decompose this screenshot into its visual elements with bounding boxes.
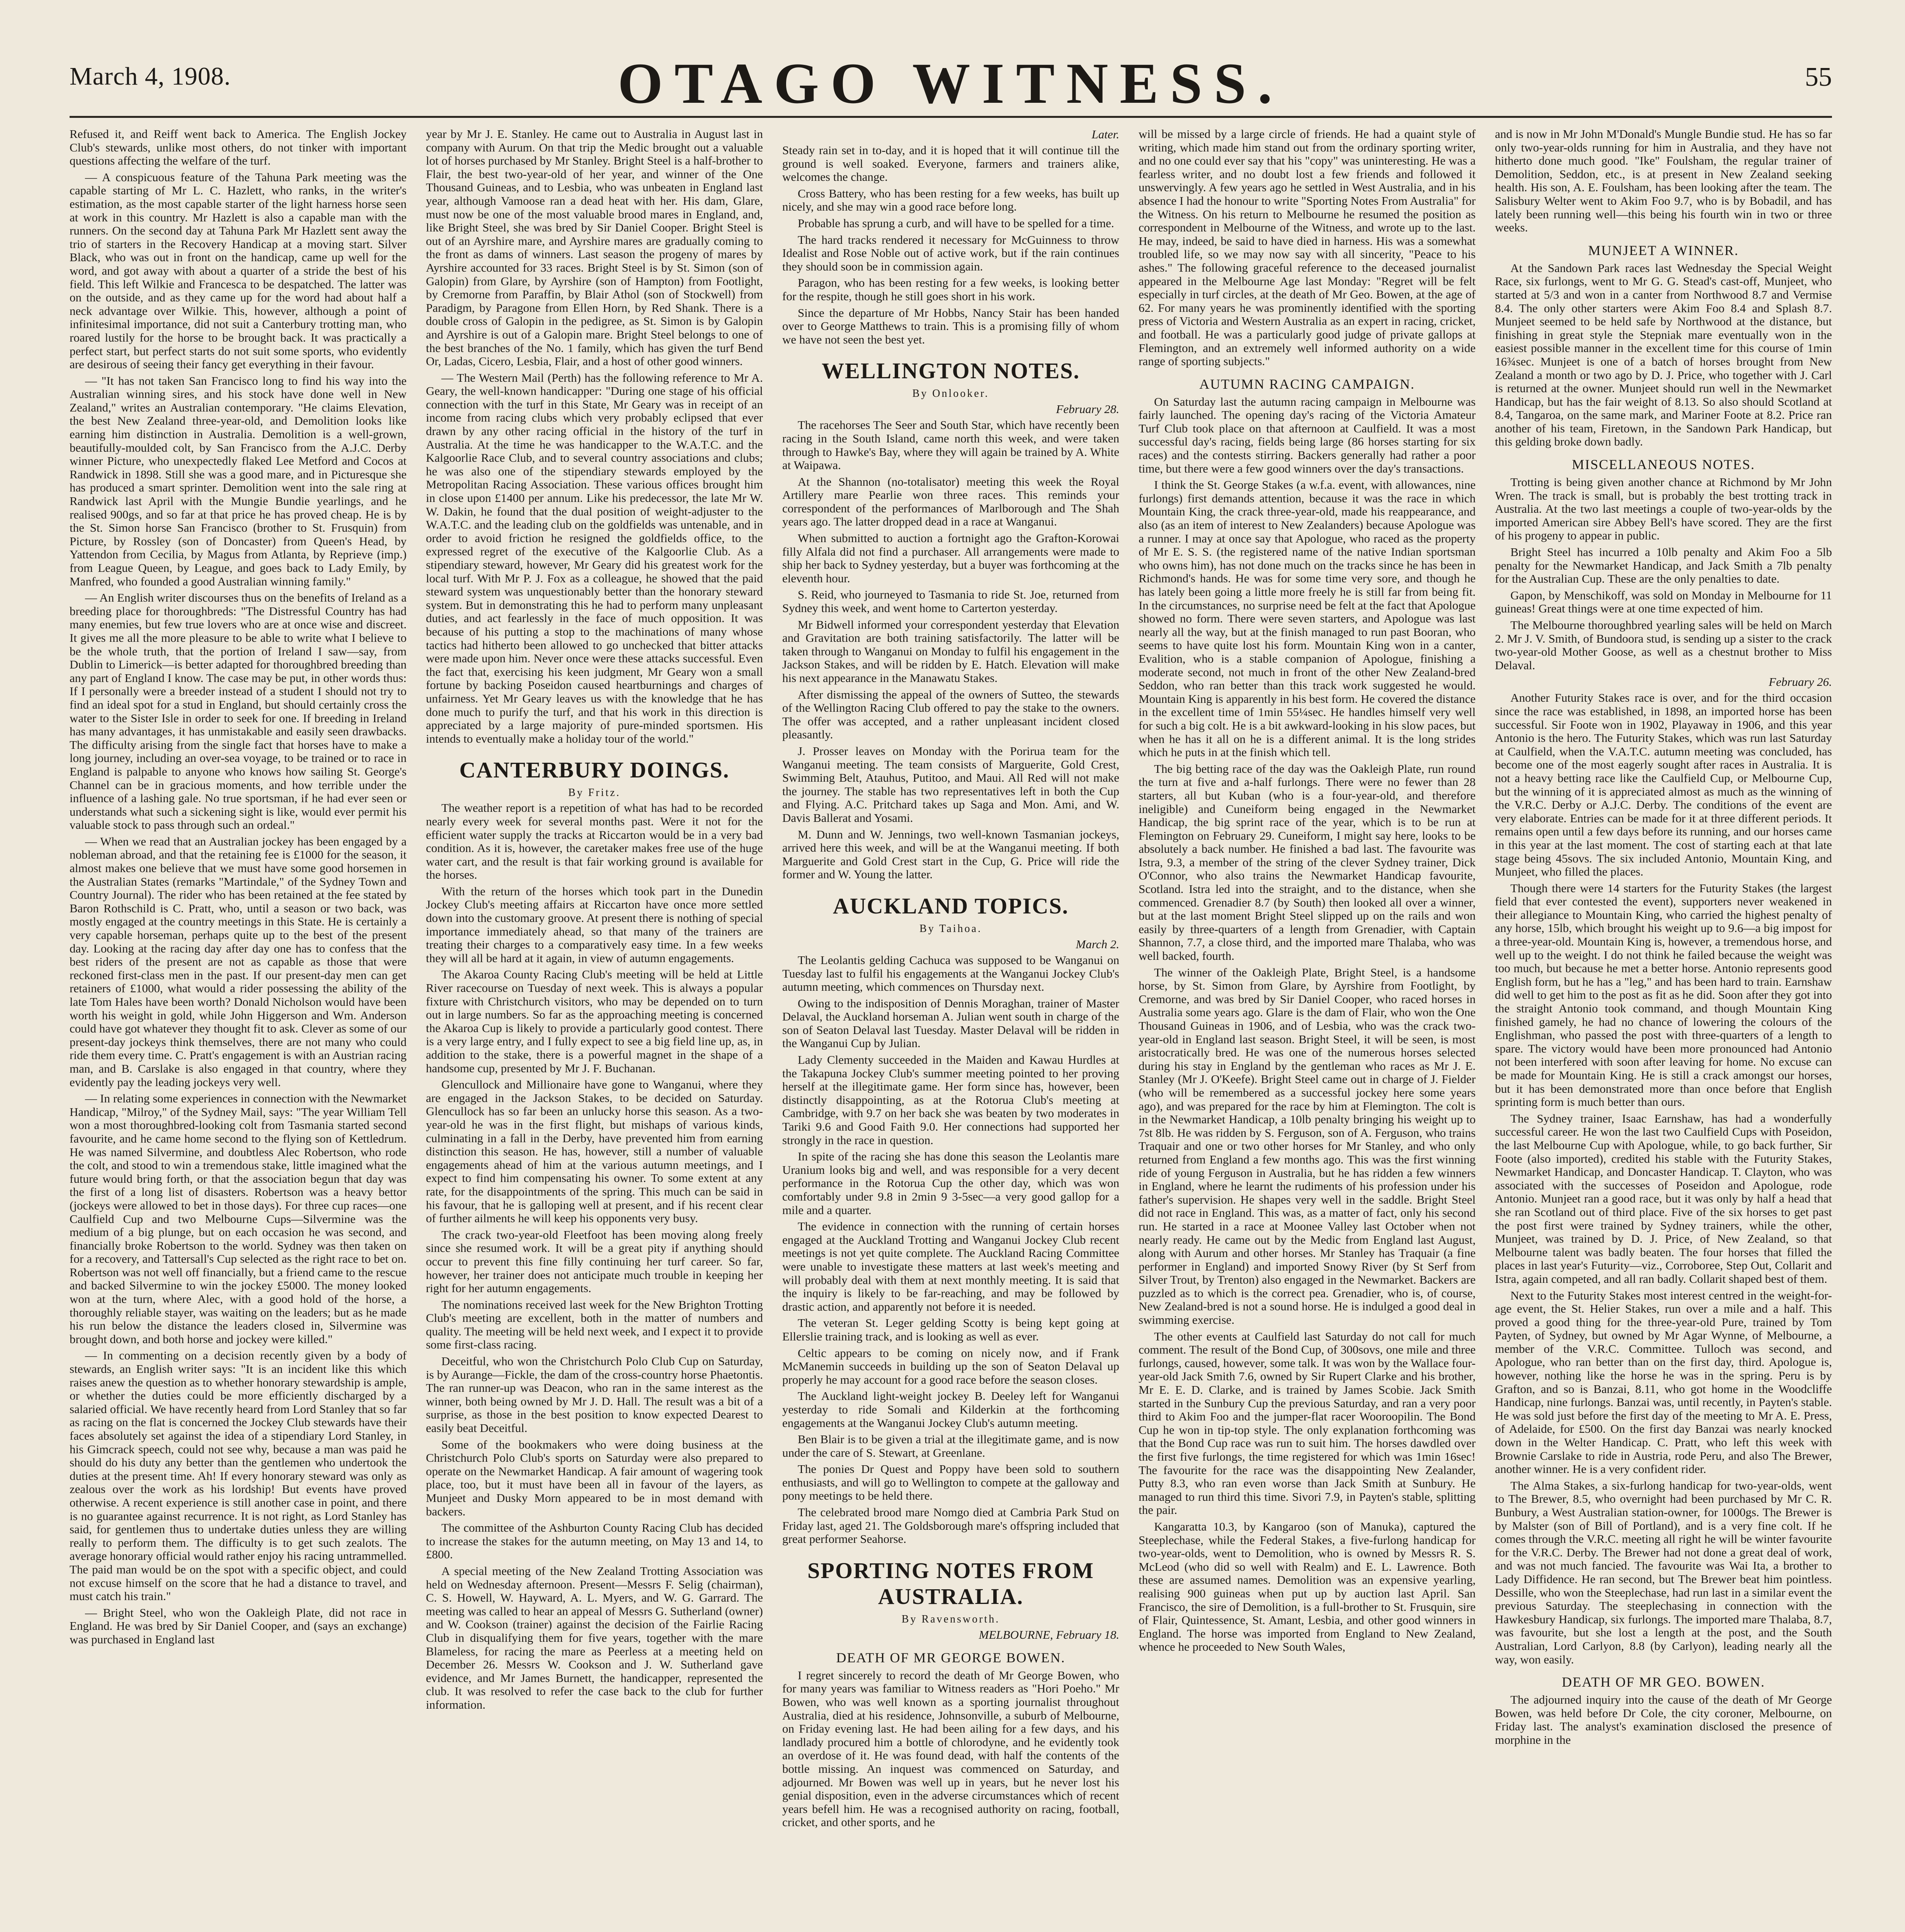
- paragraph: On Saturday last the autumn racing campaign in Melbourne was fairly launched. The opening day's racing of the Victoria Amateur Turf Club took place on that afternoon at Caulfield. It was a most successful day's racing, fields being large (86 horses starting for six races) and the contests stirring. Backers generally had rather a poor time, but there were a few good winners over the day's transactions.: [1139, 395, 1476, 475]
- masthead-rule: [70, 116, 1832, 118]
- dateline: MELBOURNE, February 18.: [979, 1628, 1119, 1641]
- paragraph: The Melbourne thoroughbred yearling sales will be held on March 2. Mr J. V. Smith, of Bundoora stud, is sending up a sister to the crack two-year-old Mother Goose, as well as a chestnut brother to Miss Delaval.: [1495, 618, 1832, 672]
- paragraph: — In commenting on a decision recently given by a body of stewards, an English writer says: "It is an incident like this which raises anew the question as to whether honorary stewardship is ample, or whether the duties could be more efficiently discharged by a salaried official. We have recently heard from Lord Stanley that so far as racing on the flat is concerned the Jockey Club stewards have their faces absolutely set against the idea of a stipendiary Lord Stanley, in his Gimcrack speech, could not see why, because a man was paid he should do his duty any better than the gentlemen who undertook the duties at the present time. Ah! If every honorary steward was only as zealous over the work as his lordship! But events have proved otherwise. A recent experience is still another case in point, and there is no guarantee against recurrence. It is not right, as Lord Stanley has said, for gentlemen thus to undertake duties unless they are willing really to perform them. The difficulty is to get such zealots. The average honorary official would rather enjoy his racing untrammelled. The paid man would be on the spot with a specific object, and could not excuse himself on the score that he had a distance to travel, and must catch his train.": [70, 1349, 407, 1603]
- section-heading: AUCKLAND TOPICS.: [833, 893, 1069, 918]
- paragraph: and is now in Mr John M'Donald's Mungle Bundie stud. He has so far only two-year-olds running for him in Australia, and they have not hitherto done much good. "Ike" Foulsham, the regular trainer of Demolition, Seddon, etc., is at present in New Zealand seeking health. His son, A. E. Foulsham, has been looking after the team. The Salisbury Welter went to Akim Foo 9.7, who is by Bobadil, and has lately been running well—this being his fourth win in two or three weeks.: [1495, 128, 1832, 235]
- paragraph: S. Reid, who journeyed to Tasmania to ride St. Joe, returned from Sydney this week, and went home to Carterton yesterday.: [782, 588, 1119, 615]
- newspaper-title: OTAGO WITNESS.: [618, 51, 1284, 116]
- dateline: February 28.: [1056, 402, 1119, 416]
- column-1: [70, 128, 407, 1932]
- dateline: February 26.: [1769, 675, 1832, 689]
- paragraph: The hard tracks rendered it necessary for McGuinness to throw Idealist and Rose Noble out of active work, but if the rain continues they should soon be in commission again.: [782, 233, 1119, 273]
- section-heading: CANTERBURY DOINGS.: [459, 757, 730, 783]
- subheading: MISCELLANEOUS NOTES.: [1571, 457, 1755, 473]
- paragraph: Ben Blair is to be given a trial at the illegitimate game, and is now under the care of S. Stewart, at Greenlane.: [782, 1432, 1119, 1459]
- paragraph: Trotting is being given another chance at Richmond by Mr John Wren. The track is small, but is probably the best trotting track in Australia. At the two last meetings a couple of two-year-olds by the imported American sire Abbey Bell's have scored. They are the first of his progeny to appear in public.: [1495, 475, 1832, 543]
- paragraph: Lady Clementy succeeded in the Maiden and Kawau Hurdles at the Takapuna Jockey Club's summer meeting pointed to her proving herself at the illegitimate game. Her form since has, however, been distinctly disappointing, as at the Rotorua Club's meeting at Cambridge, with 9.7 on her back she was beaten by two moderates in Tariki 9.6 and Good Faith 9.0. Her connections had supported her strongly in the race in question.: [782, 1053, 1119, 1147]
- paragraph: Glencullock and Millionaire have gone to Wanganui, where they are engaged in the Jackson Stakes, to be decided on Saturday. Glencullock has so far been an unlucky horse this season. As a two-year-old he was in the first flight, but mishaps of various kinds, culminating in a fall in the Derby, have prevented him from earning distinction this season. He has, however, still a number of valuable engagements ahead of him at the various autumn meetings, and I expect to find him compensating his owner. To some extent at any rate, for the disappointments of the spring. This much can be said in his favour, that he is galloping well at present, and if his recent clear of further ailments he will keep his opponents very busy.: [426, 1078, 763, 1225]
- paragraph: — "It has not taken San Francisco long to find his way into the Australian winning sires, and his stock have done well in New Zealand," writes an Australian contemporary. "He claims Elevation, the best New Zealand three-year-old, and Demolition looks like earning him distinction in Australia. Demolition is a well-grown, beautifully-moulded colt, by San Francisco from the A.J.C. Derby winner Picture, who unexpectedly flaked Lee Metford and Cocos at Randwick in 1898. Still she was a good mare, and in Picturesque she has produced a smart sprinter. Demolition went into the sale ring at Randwick last April with the Mungie Bundie yearlings, and he realised 900gs, and so far at that price he has proved cheap. He is by the St. Simon horse San Francisco (brother to St. Frusquin) from Picture, by Rossley (son of Doncaster) from Queen's Head, by Yattendon from Cecilia, by Magus from Atlanta, by Reprieve (imp.) from League Queen, by League, and goes back to Lady Emily, by Manfred, who founded a good Australian winning family.": [70, 374, 407, 588]
- issue-date: March 4, 1908.: [70, 62, 231, 90]
- paragraph: After dismissing the appeal of the owners of Sutteo, the stewards of the Wellington Racing Club offered to pay the stake to the owners. The offer was accepted, and a rather unpleasant incident closed pleasantly.: [782, 687, 1119, 742]
- paragraph: The Leolantis gelding Cachuca was supposed to be Wanganui on Tuesday last to fulfil his engagements at the Wanganui Jockey Club's autumn meeting, which commences on Thursday next.: [782, 953, 1119, 994]
- column-3: [782, 128, 1119, 1932]
- paragraph: Celtic appears to be coming on nicely now, and if Frank McManemin succeeds in building up the son of Seaton Delaval up properly he may account for a good race before the season closes.: [782, 1346, 1119, 1386]
- paragraph: The ponies Dr Quest and Poppy have been sold to southern enthusiasts, and will go to Wellington to compete at the galloway and pony meetings to be held there.: [782, 1462, 1119, 1503]
- paragraph: The evidence in connection with the running of certain horses engaged at the Auckland Trotting and Wanganui Jockey Club recent meetings is not yet quite complete. The Auckland Racing Committee were unable to investigate these matters at last week's meeting and will probably deal with them at next monthly meeting. It is said that the inquiry is likely to be far-reaching, and may be followed by drastic action, and apparently not before it is needed.: [782, 1219, 1119, 1313]
- paragraph: The Akaroa County Racing Club's meeting will be held at Little River racecourse on Tuesday of next week. This is always a popular fixture with Christchurch visitors, who may be depended on to turn out in large numbers. So far as the approaching meeting is concerned the Akaroa Cup is likely to provide a particularly good contest. There is a very large entry, and I fully expect to see a big field line up, as, in addition to the stake, there is a powerful magnet in the shape of a handsome cup, presented by Mr J. F. Buchanan.: [426, 968, 763, 1075]
- paragraph: The committee of the Ashburton County Racing Club has decided to increase the stakes for the autumn meeting, on May 13 and 14, to £800.: [426, 1521, 763, 1561]
- paragraph: year by Mr J. E. Stanley. He came out to Australia in August last in company with Aurum. On that trip the Medic brought out a valuable lot of horses purchased by Mr Stanley. Bright Steel is a half-brother to Flair, the best two-year-old of her year, and winner of the One Thousand Guineas, and to Lesbia, who was unbeaten in England last year, although Vamoose ran a dead heat with her. His dam, Glare, must now be one of the most valuable brood mares in England, and, like Bright Steel, she was bred by Sir Daniel Cooper. Bright Steel is out of an Ayrshire mare, and Ayrshire mares are gradually coming to the front as dams of winners. Last season the progeny of mares by Ayrshire accounted for 33 races. Bright Steel is by St. Simon (son of Galopin) from Glare, by Ayrshire (son of Hampton) from Footlight, by Cremorne from Paraffin, by Blair Athol (son of Stockwell) from Paradigm, by Paragone from Ellen Horn, by Red Shank. There is a double cross of Galopin in the pedigree, as St. Simon is by Galopin and Ayrshire is out of a Galopin mare. Bright Steel belongs to one of the best branches of the No. 1 family, which has given the turf Bend Or, Ladas, Cicero, Lesbia, Flair, and a host of other good winners.: [426, 128, 763, 368]
- paragraph: Though there were 14 starters for the Futurity Stakes (the largest field that ever contested the event), supporters never weakened in their allegiance to Mountain King, who carried the highest penalty of any horse, 15lb, which brought his weight up to 9.6—a big impost for a three-year-old. Mountain King is, however, a tremendous horse, and well up to the weight. I do not think he failed because the weight was too much, but because he met a better horse. Antonio represents good English form, but he has a "leg," and has been hard to train. Earnshaw did well to get him to the post as fit as he did. Soon after they got into the straight Antonio took command, and though Mountain King finished gamely, he had no chance of lowering the colours of the Englishman, who passed the post with three-quarters of a length to spare. The victory would have been more pronounced had Antonio not been interfered with soon after leaving for home. No excuse can be made for Mountain King. He is still a crack amongst our horses, but it has been demonstrated more than once before that English sprinting form is much better than ours.: [1495, 881, 1832, 1109]
- byline: By Taihoa.: [919, 922, 982, 935]
- paragraph: The racehorses The Seer and South Star, which have recently been racing in the South Island, came north this week, and were taken through to Hawke's Bay, where they will again be trained by A. White at Waipawa.: [782, 418, 1119, 472]
- paragraph: The nominations received last week for the New Brighton Trotting Club's meeting are excellent, both in the matter of numbers and quality. The meeting will be held next week, and I expect it to provide some first-class racing.: [426, 1298, 763, 1352]
- paragraph: Paragon, who has been resting for a few weeks, is looking better for the respite, though he still goes short in his work.: [782, 276, 1119, 303]
- article-columns: [70, 128, 1832, 1932]
- paragraph: Owing to the indisposition of Dennis Moraghan, trainer of Master Delaval, the Auckland horseman A. Julian went south in charge of the son of Seaton Delaval last Tuesday. Master Delaval will be ridden in the Wanganui Cup by Julian.: [782, 996, 1119, 1050]
- paragraph: Steady rain set in to-day, and it is hoped that it will continue till the ground is well soaked. Everyone, farmers and trainers alike, welcomes the change.: [782, 143, 1119, 184]
- masthead: [70, 46, 1832, 120]
- paragraph: — The Western Mail (Perth) has the following reference to Mr A. Geary, the well-known handicapper: "During one stage of his official connection with the turf in this State, Mr Geary was in receipt of an income from racing clubs which very probably eclipsed that ever drawn by any other racing official in the history of the turf in Australia. At the time he was handicapper to the W.A.T.C. and the Kalgoorlie Race Club, and to several country associations and clubs; he was also one of the stipendiary stewards employed by the Metropolitan Racing Association. These various offices brought him in close upon £1400 per annum. Like his predecessor, the late Mr W. W. Dakin, he found that the dual position of weight-adjuster to the W.A.T.C. and the leading club on the goldfields was untenable, and in order to avoid friction he resigned the goldfields office, to the expressed regret of the executive of the Kalgoorlie Club. As a stipendiary steward, however, Mr Geary did his greatest work for the local turf. With Mr P. J. Fox as a colleague, he showed that the paid steward system was unquestionably better than the honorary steward system. But in demonstrating this he had to perform many unpleasant duties, and act fearlessly in the face of much opposition. It was because of his putting a stop to the machinations of many whose tactics had hitherto been allowed to go unchecked that bitter attacks were made upon him. Never once were these attacks successful. Even the fact that, exercising his keen judgment, Mr Geary won a small fortune by backing Poseidon caused heartburnings and charges of unfairness. Yet Mr Geary leaves us with the knowledge that he has done much to purify the turf, and that his work in this direction is appreciated by a large majority of pure-minded sportsmen. His intends to eventually make a holiday tour of the world.": [426, 371, 763, 745]
- column-5: [1495, 128, 1832, 1932]
- paragraph: A special meeting of the New Zealand Trotting Association was held on Wednesday afternoon. Present—Messrs F. Selig (chairman), C. S. Howell, W. Hayward, A. L. Myers, and W. G. Garrard. The meeting was called to hear an appeal of Messrs G. Sutherland (owner) and W. Cookson (trainer) against the decision of the Fairlie Racing Club in disqualifying them for five years, together with the mare Blameless, for racing the mare as Peerless at a meeting held on December 26. Messrs W. Cookson and J. W. Sutherland gave evidence, and Mr James Burnett, the handicapper, represented the club. It was resolved to refer the case back to the club for further information.: [426, 1564, 763, 1711]
- paragraph: — An English writer discourses thus on the benefits of Ireland as a breeding place for thoroughbreds: "The Distressful Country has had many enemies, but few true lovers who are at once wise and discreet. It gives me all the more pleasure to be able to write what I believe to be the whole truth, that the portion of Ireland I saw—say, from Dublin to Limerick—is better adapted for thoroughbred breeding than any part of England I know. The case may be put, in other words thus: If I personally were a breeder instead of a student I should not try to find an ideal spot for a stud in England, but should certainly cross the water to the Sister Isle in order to seek for one. If breeding in Ireland has many advantages, it has unmistakable and easily seen drawbacks. The difficulty arising from the single fact that horses have to make a long journey, including an over-sea voyage, to be trained or to race in England is palpable to anyone who knows how sailing St. George's Channel can be in gracious moments, and how terrible under the influence of a lashing gale. No true sportsman, if he had ever seen or understands what such a sickening sight is like, would ever permit his valuable stock to pass through such an ordeal.": [70, 591, 407, 832]
- paragraph: I think the St. George Stakes (a w.f.a. event, with allowances, nine furlongs) first demands attention, because it was the race in which Mountain King, the crack three-year-old, made his reappearance, and also (as an item of interest to New Zealanders) because Apologue was a runner. I may at once say that Apologue, who raced as the property of Mr E. S. S. (the registered name of the native Indian sportsman who owns him), has not done much on the tracks since he has been in Richmond's hands. He was for some time very sore, and though he has lately been going a little more freely he is still far from being fit. In the circumstances, no surprise need be felt at the fact that Apologue showed no form. There were seven starters, and Apologue was last nearly all the way, but at the finish managed to run past Booran, who seems to have quite lost his form. Mountain King won in a canter, Evalition, who is a stable companion of Apologue, finishing a moderate second, not much in front of the other New Zealand-bred Seddon, who ran better than this track work suggested he would. Mountain King is apparently in his best form. He covered the distance in the excellent time of 1min 55¼sec. He handles himself very well for such a big colt. He is a bit awkward-looking in his slow paces, but when he has it all on he is a different animal. It is the long strides which he puts in at the finish which tell.: [1139, 478, 1476, 759]
- section-heading: WELLINGTON NOTES.: [822, 358, 1080, 384]
- paragraph: M. Dunn and W. Jennings, two well-known Tasmanian jockeys, arrived here this week, and will be at the Wanganui meeting. If both Marguerite and Gold Crest start in the Cup, G. Price will ride the former and W. Young the latter.: [782, 827, 1119, 881]
- paragraph: Another Futurity Stakes race is over, and for the third occasion since the race was established, in 1898, an imported horse has been successful. Sir Foote won in 1902, Playaway in 1906, and this year Antonio is the hero. The Futurity Stakes, which was run last Saturday at Caulfield, when the V.A.T.C. autumn meeting was concluded, has become one of the most eagerly sought after races in Australia. It is not a heavy betting race like the Caulfield Cup, or Melbourne Cup, but the winning of it is appreciated almost as much as the winning of the V.R.C. Derby or A.J.C. Derby. The conditions of the event are very elaborate. Entries can be made for it at three different periods. It remains open until a few days before its running, and our horses came in this year at the last moment. The cost of starting each at that late stage being 45sovs. The six included Antonio, Mountain King, and Munjeet, who filled the places.: [1495, 691, 1832, 879]
- paragraph: The celebrated brood mare Nomgo died at Cambria Park Stud on Friday last, aged 21. The Goldsborough mare's offspring included that great performer Seahorse.: [782, 1505, 1119, 1546]
- byline: By Ravensworth.: [901, 1613, 1000, 1625]
- paragraph: — A conspicuous feature of the Tahuna Park meeting was the capable starting of Mr L. C. Hazlett, who ranks, in the writer's estimation, as the most capable starter of the light harness horse seen at work in this country. Mr Hazlett is also a capable man with the runners. On the second day at Tahuna Park Mr Hazlett sent away the trio of starters in the Recovery Handicap at a moving start. Silver Black, who was out in front on the handicap, came up well for the word, and got away with about a quarter of a stride the best of his field. This left Wilkie and Francesca to be despatched. The latter was on the outside, and as they came up for the word had about half a neck advantage over Wilkie. This, however, although a point of infinitesimal importance, did not suit a Canterbury trotting man, who roared lustily for the horse to be brought back. It was practically a perfect start, but perfect starts do not suit some sports, who evidently are desirous of seeing their fancy get everything in their favour.: [70, 170, 407, 371]
- paragraph: Deceitful, who won the Christchurch Polo Club Cup on Saturday, is by Aurange—Fickle, the dam of the cross-country horse Phaetontis. The ran runner-up was Deacon, who ran in the same interest as the winner, both being owned by Mr J. D. Hall. The result was a bit of a surprise, as those in the best position to know expected Dearest to easily beat Deceitful.: [426, 1354, 763, 1435]
- byline: By Fritz.: [568, 787, 621, 799]
- paragraph: Kangaratta 10.3, by Kangaroo (son of Manuka), captured the Steeplechase, while the Federal Stakes, a five-furlong handicap for two-year-olds, went to Demolition, who is owned by Messrs R. S. McLeod (who did so well with Realm) and E. L. Lawrence. Both these are assumed names. Demolition was an expensive yearling, realising 900 guineas when put up by auction last April. San Francisco, the sire of Demolition, is a full-brother to St. Frusquin, sire of Flair, Quintessence, St. Amant, Lesbia, and other good winners in England. The horse was imported from England to New Zealand, whence he proceeded to New South Wales,: [1139, 1519, 1476, 1654]
- subheading: AUTUMN RACING CAMPAIGN.: [1199, 376, 1415, 392]
- paragraph: I regret sincerely to record the death of Mr George Bowen, who for many years was familiar to Witness readers as "Hori Poeho." Mr Bowen, who was well known as a sporting journalist throughout Australia, died at his residence, Johnsonville, a suburb of Melbourne, on Friday evening last. He had been ailing for a few days, and his landlady procured him a bottle of chlorodyne, and he evidently took an overdose of it. He was found dead, with half the contents of the bottle missing. An inquest was commenced on Saturday, and adjourned. Mr Bowen was well up in years, but he never lost his genial disposition, even in the adverse circumstances which of recent years befell him. He was a recognised authority on racing, football, cricket, and other sports, and he: [782, 1668, 1119, 1829]
- paragraph: Refused it, and Reiff went back to America. The English Jockey Club's stewards, unlike most others, do not tinker with important questions affecting the welfare of the turf.: [70, 128, 407, 168]
- paragraph: The big betting race of the day was the Oakleigh Plate, run round the turn at five and a-half furlongs. There were no fewer than 28 starters, all but Kuban (who is a four-year-old, and therefore ineligible) and Cuneiform being engaged in the Newmarket Handicap, the big sprint race of the year, which is to be run at Flemington on February 29. Cuneiform, I might say here, looks to be absolutely a back number. He finished a bad last. The favourite was Istra, 9.3, a member of the string of the clever Sydney trainer, Dick O'Connor, who also trains the Newmarket Handicap favourite, Scotland. Istra led into the straight, and to the distance, when she commenced. Grenadier 8.7 (by South) then looked all over a winner, but at the last moment Bright Steel slipped up on the rails and won easily by three-quarters of a length from Grenadier, with Captain Shannon, 7.7, a close third, and the imported mare Thalaba, who was well backed, fourth.: [1139, 762, 1476, 963]
- paragraph: — Bright Steel, who won the Oakleigh Plate, did not race in England. He was bred by Sir Daniel Cooper, and (says an exchange) was purchased in England last: [70, 1605, 407, 1646]
- paragraph: Mr Bidwell informed your correspondent yesterday that Elevation and Gravitation are both training satisfactorily. The latter will be taken through to Wanganui on Monday to fulfil his engagement in the Jackson Stakes, and will be ridden by E. Hatch. Elevation will make his next appearance in the Manawatu Stakes.: [782, 617, 1119, 685]
- paragraph: When submitted to auction a fortnight ago the Grafton-Korowai filly Alfala did not find a purchaser. All arrangements were made to ship her back to Sydney yesterday, but a buyer was forthcoming at the eleventh hour.: [782, 531, 1119, 585]
- paragraph: The weather report is a repetition of what has had to be recorded nearly every week for several months past. Were it not for the efficient water supply the tracks at Riccarton would be in a very bad condition. As it is, however, the caretaker makes free use of the huge water cart, and the result is that fair working ground is available for the horses.: [426, 801, 763, 882]
- paragraph: With the return of the horses which took part in the Dunedin Jockey Club's meeting affairs at Riccarton have once more settled down into the customary groove. At present there is nothing of special importance immediately ahead, so that many of the trainers are treating their charges to a comparatively easy time. In a few weeks they will all be hard at it again, in view of autumn engagements.: [426, 884, 763, 965]
- subheading: DEATH OF MR GEORGE BOWEN.: [836, 1650, 1066, 1665]
- paragraph: Some of the bookmakers who were doing business at the Christchurch Polo Club's sports on Saturday were also prepared to operate on the Newmarket Handicap. A fair amount of wagering took place, too, but it must have been all in favour of the layers, as Munjeet and Dusky Morn appeared to be in most demand with backers.: [426, 1437, 763, 1518]
- paragraph: Cross Battery, who has been resting for a few weeks, has built up nicely, and she may win a good race before long.: [782, 186, 1119, 214]
- subheading: MUNJEET A WINNER.: [1588, 242, 1739, 258]
- paragraph: Next to the Futurity Stakes most interest centred in the weight-for-age event, the St. Helier Stakes, run over a mile and a half. This proved a good thing for the three-year-old Pure, trained by Tom Payten, of Sydney, but owned by Mr Agar Wynne, of Melbourne, a member of the V.R.C. Committee. Tulloch was second, and Apologue, who ran better than on the first day, third. Apologue is, however, nothing like the horse he was in the spring. Peru is by Grafton, and so is Banzai, 8.11, who got home in the Woodcliffe Handicap, nine furlongs. Banzai was, until recently, in Payten's stable. He was sold just before the first day of the meeting to Mr A. E. Press, of Adelaide, for £500. On the first day Banzai was nearly knocked down in the Welter Handicap. C. Pratt, who left this week with Brownie Carslake to ride in Austria, rode Peru, and also The Brewer, another winner. He is a very confident rider.: [1495, 1288, 1832, 1476]
- byline: By Onlooker.: [912, 388, 989, 400]
- paragraph: Bright Steel has incurred a 10lb penalty and Akim Foo a 5lb penalty for the Newmarket Handicap, and Jack Smith a 7lb penalty for the Australian Cup. These are the only penalties to date.: [1495, 545, 1832, 586]
- paragraph: At the Sandown Park races last Wednesday the Special Weight Race, six furlongs, went to Mr G. G. Stead's cast-off, Munjeet, who started at 5/3 and won in a canter from Northwood 8.7 and Vermise 8.4. The only other starters were Akim Foo 8.4 and Splash 8.7. Munjeet seemed to be held safe by Northwood at the distance, but finishing in great style the Stepniak mare eventually won in the easiest possible manner in the excellent time for this course of 1min 16¾sec. Munjeet is one of a batch of horses brought from New Zealand a month or two ago by D. J. Price, who together with J. Carl is returned at the owner. Munjeet should run well in the Newmarket Handicap, but has the fair weight of 8.13. So also should Scotland at 8.4, Tangaroa, on the same mark, and Mariner Foote at 8.2. Price ran another of his team, Firetown, in the Sandown Park Handicap, but this gelding broke down badly.: [1495, 261, 1832, 449]
- column-2: [426, 128, 763, 1932]
- dateline: March 2.: [1076, 937, 1119, 951]
- paragraph: will be missed by a large circle of friends. He had a quaint style of writing, which made him stand out from the ordinary sporting writer, and no one could ever say that his "copy" was uninteresting. He was a fearless writer, and no doubt lost a few friends and followed it unswervingly. A few years ago he settled in West Australia, and in his absence I had the honour to write "Sporting Notes From Australia" for the Witness. On his return to Melbourne he resumed the position as correspondent in Melbourne of the Witness, and wrote up to the last. He may, indeed, be said to have died in harness. His was a somewhat troubled life, so we may now say with all sincerity, "Peace to his ashes." The following graceful reference to the deceased journalist appeared in the Melbourne Age last Monday: "Regret will be felt especially in turf circles, at the death of Mr Geo. Bowen, at the age of 62. For many years he was prominently identified with the sporting press of Victoria and Western Australia as an expert in racing, cricket, and football. He was a particularly good judge of private gallops at Flemington, and an extremely well informed authority on a wide range of sporting subjects.": [1139, 128, 1476, 368]
- paragraph: Since the departure of Mr Hobbs, Nancy Stair has been handed over to George Matthews to train. This is a promising filly of whom we have not seen the best yet.: [782, 306, 1119, 346]
- paragraph: J. Prosser leaves on Monday with the Porirua team for the Wanganui meeting. The team consists of Marguerite, Gold Crest, Swimming Belt, Atauhus, Putitoo, and Maui. All Red will not make the journey. The stable has two representatives left in both the Cup and Flying. A.C. Pritchard takes up Saga and Mon. Ami, and W. Davis Ballerat and Yosami.: [782, 744, 1119, 825]
- paragraph: In spite of the racing she has done this season the Leolantis mare Uranium looks big and well, and was responsible for a very decent performance in the Rotorua Cup the other day, which was won comfortably under 9.8 in 2min 9 3-5sec—a very good gallop for a mile and a quarter.: [782, 1150, 1119, 1217]
- paragraph: The Auckland light-weight jockey B. Deeley left for Wanganui yesterday to ride Somali and Kilderkin at the forthcoming engagements at the Wanganui Jockey Club's autumn meeting.: [782, 1389, 1119, 1430]
- dateline: Later.: [1091, 128, 1119, 141]
- subheading: DEATH OF MR GEO. BOWEN.: [1562, 1674, 1765, 1690]
- paragraph: — When we read that an Australian jockey has been engaged by a nobleman abroad, and that the retaining fee is £1000 for the season, it almost makes one believe that we must have some good horsemen in the Australian States (remarks "Martindale," of the Sydney Town and Country Journal). The rider who has been retained at the fee stated by Baron Rothschild is C. Pratt, who, until a season or two back, was mostly engaged at the country meetings in this State. He is certainly a very capable horseman, perhaps quite up to the best of the present day. Looking at the racing day after day one has to confess that the best riders of the present are not as capable as those that were reckoned first-class men in the past. If our present-day men can get retainers of £1000, what would a rider possessing the ability of the late Tom Hales have been worth? Donald Nicholson would have been worth his weight in gold, while John Higgerson and Wm. Anderson could have got whatever they thought fit to ask. Clever as some of our present-day jockeys think themselves, there are not many who could ride them every time. C. Pratt's engagement is with an Austrian racing man, and B. Carslake is also engaged in that country, where they evidently pay the leading jockeys very well.: [70, 834, 407, 1089]
- paragraph: — In relating some experiences in connection with the Newmarket Handicap, "Milroy," of the Sydney Mail, says: "The year William Tell won a most thoroughbred-looking colt from Tasmania started second favourite, and he came home second to the flying son of Kettledrum. He was named Silvermine, and doubtless Alec Robertson, who rode the colt, and stood to win a tremendous stake, little imagined what the future would bring forth, or that the association begun that day was the first of a long list of disasters. Robertson was a heavy bettor (jockeys were allowed to bet in those days). For three cup races—one Caulfield Cup and two Melbourne Cups—Silvermine was the medium of a big plunge, but on each occasion he was second, and financially broke Robertson to the world. Sydney was then taken on for a recovery, and Tattersall's Cup selected as the right race to bet on. Robertson was not well off financially, but a friend came to the rescue and backed Silvermine to win the jockey £5000. The money looked won at the turn, where Alec, with a good hold of the horse, a thoroughly reliable stayer, was waiting on the leaders; but as he made his run below the distance the leaders closed in, Silvermine was brought down, and both horse and jockey were killed.": [70, 1092, 407, 1346]
- paragraph: The crack two-year-old Fleetfoot has been moving along freely since she resumed work. It will be a great pity if anything should occur to prevent this fine filly continuing her turf career. So far, however, her trainer does not anticipate much trouble in keeping her right for her autumn engagements.: [426, 1228, 763, 1295]
- paragraph: The veteran St. Leger gelding Scotty is being kept going at Ellerslie training track, and is looking as well as ever.: [782, 1316, 1119, 1343]
- paragraph: The adjourned inquiry into the cause of the death of Mr George Bowen, was held before Dr Cole, the city coroner, Melbourne, on Friday last. The analyst's examination disclosed the presence of morphine in the: [1495, 1693, 1832, 1747]
- paragraph: At the Shannon (no-totalisator) meeting this week the Royal Artillery mare Pearlie won three races. This reminds your correspondent of the performances of Marlborough and The Shah years ago. The latter dropped dead in a race at Wanganui.: [782, 474, 1119, 529]
- column-4: [1139, 128, 1476, 1932]
- page-number: 55: [1805, 62, 1832, 92]
- paragraph: The other events at Caulfield last Saturday do not call for much comment. The result of the Bond Cup, of 300sovs, one mile and three furlongs, caused, however, some talk. It was won by the Wallace four-year-old Jack Smith 7.6, owned by Sir Rupert Clarke and his brother, Mr E. E. D. Clarke, and is trained by James Scobie. Jack Smith started in the Sunbury Cup the previous Saturday, and ran a very poor third to Akim Foo and the jumper-flat racer Wooroopilin. The Bond Cup he won in tip-top style. The only explanation forthcoming was that the Bond Cup race was run to suit him. The horses dawdled over the first five furlongs, the time registered for which was 1min 16sec! The favourite for the race was the disappointing New Zealander, Putty 8.3, who ran even worse than Jack Smith at Sunbury. He managed to run third this time. Sivori 7.9, in Payten's stable, splitting the pair.: [1139, 1329, 1476, 1517]
- paragraph: Gapon, by Menschikoff, was sold on Monday in Melbourne for 11 guineas! Great things were at one time expected of him.: [1495, 588, 1832, 616]
- paragraph: The Sydney trainer, Isaac Earnshaw, has had a wonderfully successful career. He won the last two Caulfield Cups with Poseidon, the last Melbourne Cup with Apologue, while, to go back further, Sir Foote (also imported), credited his stable with the Futurity Stakes, Newmarket Handicap, and Doncaster Handicap. T. Clayton, who was associated with the successes of Poseidon and Apologue, rode Antonio. Munjeet ran a good race, but it was only by half a head that she ran Scotland out of third place. Five of the six horses to get past the post first were trained by Sydney trainers, while the other, Munjeet, was trained by D. J. Price, of New Zealand, so that Melbourne talent was badly beaten. The four horses that filled the places in last year's Futurity—viz., Corroboree, Step Out, Collarit and Istra, again competed, and all ran badly. Collarit shaped best of them.: [1495, 1111, 1832, 1286]
- section-heading: SPORTING NOTES FROM AUSTRALIA.: [807, 1558, 1094, 1609]
- paragraph: The Alma Stakes, a six-furlong handicap for two-year-olds, went to The Brewer, 8.5, who overnight had been purchased by Mr C. R. Bunbury, a West Australian station-owner, for 1000gs. The Brewer is by Malster (son of Bill of Portland), and is a very fine colt. If he comes through the V.R.C. meeting all right he will be winter favourite for the V.R.C. Derby. The Brewer had not done a great deal of work, and was not much fancied. The favourite was Wai Ita, a brother to Lady Diffidence. He ran second, but The Brewer beat him pointless. Dessille, who won the Steeplechase, had run last in a similar event the previous Saturday. The steeplechasing in connection with the Hawkesbury Handicap, six furlongs. The imported mare Thalaba, 8.7, was favourite, but she lost a length at the post, and the South Australian, Lord Carlyon, 8.8 (by Carlyon), leading nearly all the way, won easily.: [1495, 1478, 1832, 1666]
- paragraph: The winner of the Oakleigh Plate, Bright Steel, is a handsome horse, by St. Simon from Glare, by Ayrshire from Footlight, by Cremorne, and was bred by Sir Daniel Cooper, who raced horses in Australia some years ago. Glare is the dam of Flair, who won the One Thousand Guineas in 1906, and of Lesbia, who was the crack two-year-old in England last season. Bright Steel, it will be seen, is most aristocratically bred. He was one of the numerous horses selected during his stay in England by the gentleman who races as Mr J. E. Stanley (Mr J. O'Keefe). Bright Steel came out in charge of J. Fielder (who will be remembered as a successful jockey here some years ago), and was prepared for the race by him at Flemington. The colt is in the Newmarket Handicap, a 10lb penalty bringing his weight up to 7st 8lb. He was ridden by S. Ferguson, son of A. Ferguson, who trains Traquair and one or two other horses for Mr Stanley, and who only returned from England a few months ago. This was the first winning ride of young Ferguson in Australia, but he has ridden a few winners in England, where he learnt the rudiments of his profession under his father's supervision. He shapes very well in the saddle. Bright Steel did not race in England. This was, as a matter of fact, only his second run. He started in a race at Moonee Valley last October when not nearly ready. He came out by the Medic from England last August, along with Aurum and other horses. Mr Stanley has Traquair (a fine performer in England) and imported Snowy River (by St Serf from Silver Trout, by Trenton) also engaged in the Newmarket. Backers are puzzled as to which is the correct pea. Grenadier, who is, of course, New Zealand-bred is not a sound horse. He is indulged a good deal in swimming exercise.: [1139, 965, 1476, 1327]
- paragraph: Probable has sprung a curb, and will have to be spelled for a time.: [798, 216, 1114, 230]
